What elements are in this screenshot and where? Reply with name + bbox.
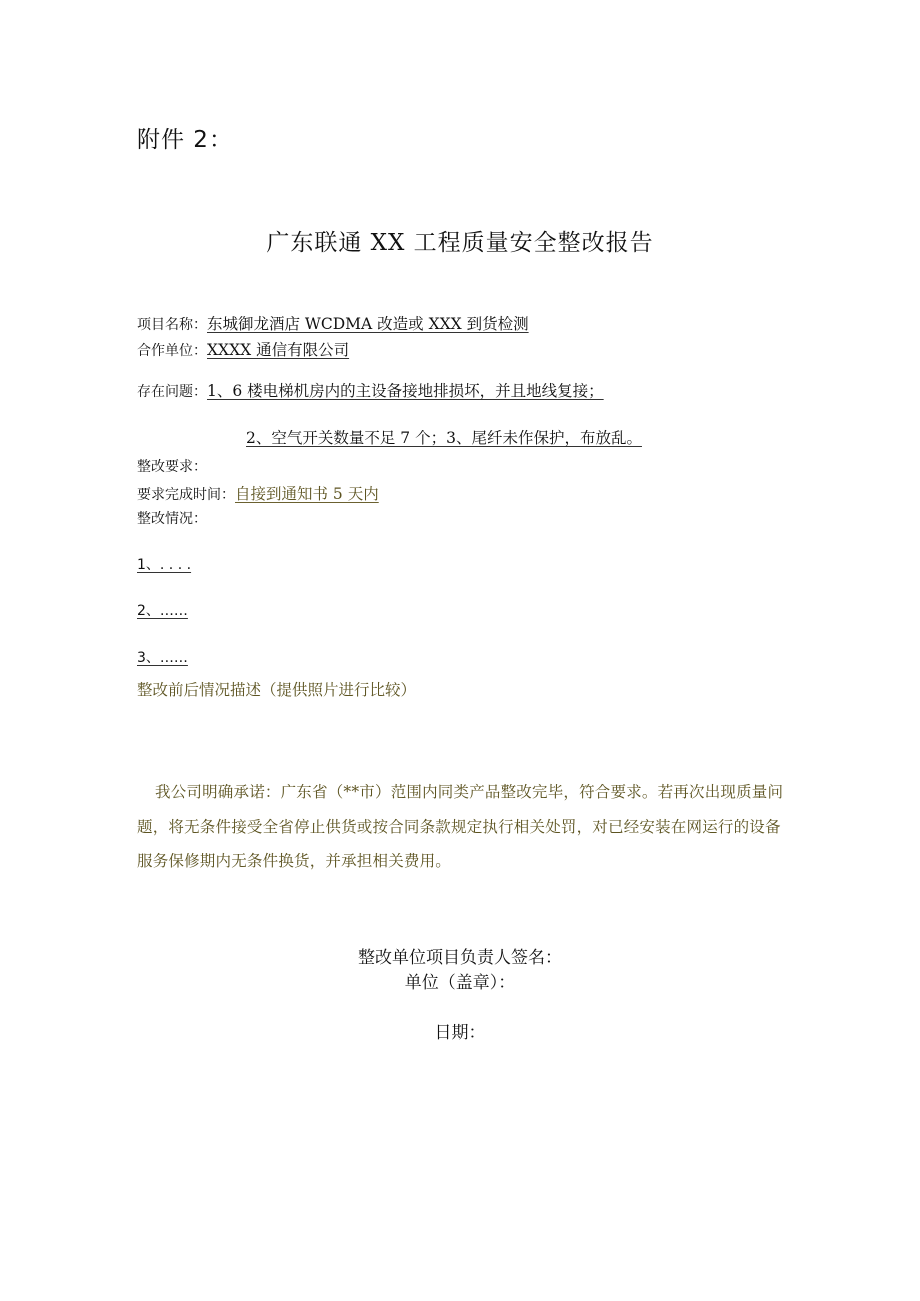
partner-label: 合作单位： xyxy=(137,343,207,359)
issues-line-2: 2、空气开关数量不足 7 个；3、尾纤未作保护，布放乱。 xyxy=(246,429,642,447)
document-title: 广东联通 XX 工程质量安全整改报告 xyxy=(266,230,654,256)
project-name-label: 项目名称： xyxy=(137,317,207,333)
deadline-row xyxy=(137,482,379,504)
status-item-1: 1、. . . . xyxy=(137,557,192,573)
leader-signature-label: 整改单位项目负责人签名： xyxy=(358,948,562,968)
attachment-label: 附件 2： xyxy=(137,127,233,153)
requirement-label: 整改要求： xyxy=(137,459,207,475)
project-name-value: 东城御龙酒店 WCDMA 改造或 XXX 到货检测 xyxy=(207,315,529,333)
project-name-row xyxy=(137,312,529,334)
status-item-2: 2、…… xyxy=(137,603,188,619)
issues-label: 存在问题： xyxy=(137,384,207,400)
partner-row xyxy=(137,338,349,360)
deadline-value: 自接到通知书 5 天内 xyxy=(235,485,379,503)
status-label: 整改情况： xyxy=(137,511,207,527)
date-label: 日期： xyxy=(434,1023,486,1043)
commitment-paragraph: 我公司明确承诺：广东省（**市）范围内同类产品整改完毕，符合要求。若再次出现质量问题，将无条件接受全省停止供货或按合同条款规定执行相关处罚，对已经安装在网运行的设备服务保修期内无条件换货，并承担相关费用。 xyxy=(137,783,784,870)
partner-value: XXXX 通信有限公司 xyxy=(207,341,350,359)
issues-row xyxy=(137,379,604,401)
compare-description: 整改前后情况描述（提供照片进行比较） xyxy=(137,681,417,699)
issues-line-1: 1、6 楼电梯机房内的主设备接地排损坏，并且地线复接； xyxy=(207,382,604,400)
status-item-3: 3、…… xyxy=(137,650,188,666)
unit-seal-label: 单位（盖章）： xyxy=(404,973,516,993)
deadline-label: 要求完成时间： xyxy=(137,487,235,503)
